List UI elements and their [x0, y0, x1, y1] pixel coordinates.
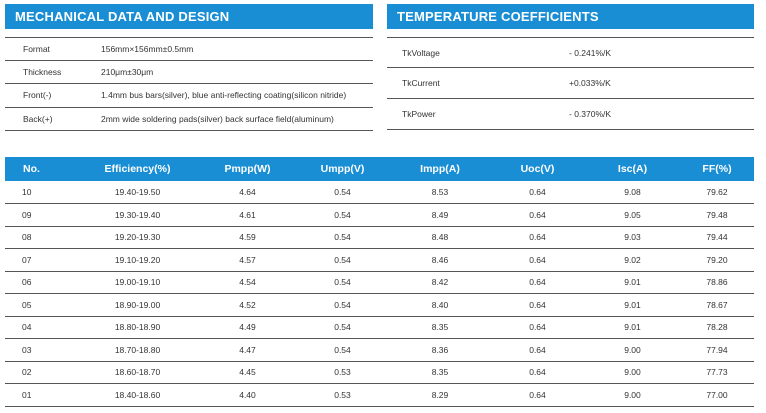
performance-table	[5, 157, 754, 407]
performance-table-header	[5, 157, 754, 181]
table-cell: 09	[5, 204, 75, 227]
column-header: Umpp(V)	[320, 163, 365, 175]
temperature-coef-key: TkPower	[402, 109, 436, 119]
table-row	[5, 271, 754, 294]
table-cell: 8.35	[390, 361, 490, 384]
table-cell: 0.64	[490, 316, 585, 339]
table-cell: 9.05	[585, 204, 680, 227]
table-cell: 8.35	[390, 316, 490, 339]
table-cell: 8.36	[390, 339, 490, 362]
table-cell: 0.64	[490, 271, 585, 294]
temperature-spec-table	[387, 37, 754, 130]
temperature-coef-key: TkVoltage	[402, 47, 440, 58]
table-cell: 03	[5, 339, 75, 362]
temperature-coef-key: TkCurrent	[402, 78, 440, 88]
table-cell: 4.59	[200, 226, 295, 249]
table-cell: 4.45	[200, 361, 295, 384]
table-cell: 9.03	[585, 226, 680, 249]
table-cell: 78.28	[680, 316, 754, 339]
table-cell: 18.90-19.00	[75, 294, 200, 317]
temperature-coef-row	[387, 68, 754, 99]
table-cell: 0.53	[295, 384, 390, 407]
table-cell: 4.52	[200, 294, 295, 317]
table-cell: 0.54	[295, 294, 390, 317]
table-cell: 19.10-19.20	[75, 249, 200, 272]
table-cell: 02	[5, 361, 75, 384]
table-cell: 0.53	[295, 361, 390, 384]
mechanical-section-title: MECHANICAL DATA AND DESIGN	[5, 4, 373, 29]
table-cell: 4.64	[200, 181, 295, 204]
table-cell: 19.30-19.40	[75, 204, 200, 227]
table-cell: 4.54	[200, 271, 295, 294]
column-header: FF(%)	[702, 163, 732, 175]
column-header: Impp(A)	[420, 163, 460, 175]
table-cell: 18.60-18.70	[75, 361, 200, 384]
table-row	[5, 316, 754, 339]
mechanical-spec-table	[5, 37, 373, 131]
table-cell: 0.54	[295, 316, 390, 339]
column-header: Efficiency(%)	[104, 163, 171, 175]
table-cell: 79.62	[680, 181, 754, 204]
table-cell: 77.73	[680, 361, 754, 384]
mechanical-spec-key: Thickness	[23, 66, 62, 77]
table-cell: 05	[5, 294, 75, 317]
table-cell: 01	[5, 384, 75, 407]
table-cell: 0.64	[490, 339, 585, 362]
table-cell: 06	[5, 271, 75, 294]
mechanical-spec-key: Back(+)	[23, 113, 53, 124]
table-cell: 8.46	[390, 249, 490, 272]
table-cell: 4.47	[200, 339, 295, 362]
table-cell: 08	[5, 226, 75, 249]
column-header: No.	[23, 163, 40, 175]
temperature-coef-value: - 0.241%/K	[569, 47, 612, 58]
table-row	[5, 181, 754, 204]
temperature-coef-value: - 0.370%/K	[569, 109, 612, 119]
table-cell: 9.01	[585, 316, 680, 339]
table-row	[5, 226, 754, 249]
table-cell: 79.48	[680, 204, 754, 227]
mechanical-spec-row	[5, 61, 373, 85]
mechanical-spec-row	[5, 37, 373, 61]
mechanical-spec-row	[5, 108, 373, 132]
table-cell: 9.01	[585, 271, 680, 294]
mechanical-spec-value: 156mm×156mm±0.5mm	[101, 43, 194, 54]
table-cell: 4.49	[200, 316, 295, 339]
table-row	[5, 361, 754, 384]
table-cell: 0.54	[295, 204, 390, 227]
table-cell: 77.94	[680, 339, 754, 362]
column-header: Isc(A)	[617, 163, 648, 175]
temperature-coef-row	[387, 99, 754, 130]
performance-table-body	[5, 181, 754, 406]
table-cell: 9.00	[585, 339, 680, 362]
table-cell: 9.00	[585, 384, 680, 407]
table-cell: 19.00-19.10	[75, 271, 200, 294]
table-cell: 9.08	[585, 181, 680, 204]
table-cell: 0.64	[490, 384, 585, 407]
table-cell: 0.64	[490, 181, 585, 204]
table-cell: 0.54	[295, 271, 390, 294]
table-cell: 18.40-18.60	[75, 384, 200, 407]
mechanical-spec-key: Front(-)	[23, 90, 52, 101]
table-cell: 04	[5, 316, 75, 339]
table-cell: 77.00	[680, 384, 754, 407]
table-cell: 07	[5, 249, 75, 272]
table-row	[5, 204, 754, 227]
table-cell: 9.02	[585, 249, 680, 272]
table-cell: 0.64	[490, 361, 585, 384]
table-cell: 8.53	[390, 181, 490, 204]
table-cell: 18.80-18.90	[75, 316, 200, 339]
table-cell: 8.49	[390, 204, 490, 227]
table-cell: 78.67	[680, 294, 754, 317]
temperature-coef-row	[387, 37, 754, 68]
table-cell: 8.48	[390, 226, 490, 249]
table-cell: 10	[5, 181, 75, 204]
temperature-section-title: TEMPERATURE COEFFICIENTS	[387, 4, 754, 29]
table-cell: 19.20-19.30	[75, 226, 200, 249]
table-cell: 9.01	[585, 294, 680, 317]
table-cell: 0.54	[295, 249, 390, 272]
table-cell: 0.54	[295, 226, 390, 249]
mechanical-spec-value: 1.4mm bus bars(silver), blue anti-reflecting coating(silicon nitride)	[101, 90, 347, 101]
table-cell: 79.44	[680, 226, 754, 249]
mechanical-spec-row	[5, 84, 373, 108]
table-cell: 8.40	[390, 294, 490, 317]
temperature-coef-value: +0.033%/K	[569, 78, 611, 88]
table-cell: 79.20	[680, 249, 754, 272]
table-cell: 8.42	[390, 271, 490, 294]
table-row	[5, 339, 754, 362]
table-row	[5, 384, 754, 407]
table-row	[5, 294, 754, 317]
table-cell: 18.70-18.80	[75, 339, 200, 362]
table-cell: 0.54	[295, 181, 390, 204]
column-header: Uoc(V)	[520, 163, 555, 175]
table-cell: 9.00	[585, 361, 680, 384]
table-cell: 4.40	[200, 384, 295, 407]
mechanical-spec-value: 2mm wide soldering pads(silver) back surface field(aluminum)	[101, 113, 334, 124]
table-cell: 78.86	[680, 271, 754, 294]
table-cell: 0.64	[490, 204, 585, 227]
table-cell: 0.54	[295, 339, 390, 362]
column-header: Pmpp(W)	[224, 163, 271, 175]
mechanical-spec-key: Format	[23, 43, 50, 54]
table-cell: 0.64	[490, 226, 585, 249]
mechanical-spec-value: 210μm±30μm	[101, 66, 154, 77]
table-cell: 19.40-19.50	[75, 181, 200, 204]
table-cell: 4.57	[200, 249, 295, 272]
table-cell: 4.61	[200, 204, 295, 227]
table-cell: 8.29	[390, 384, 490, 407]
table-row	[5, 249, 754, 272]
table-cell: 0.64	[490, 294, 585, 317]
table-cell: 0.64	[490, 249, 585, 272]
